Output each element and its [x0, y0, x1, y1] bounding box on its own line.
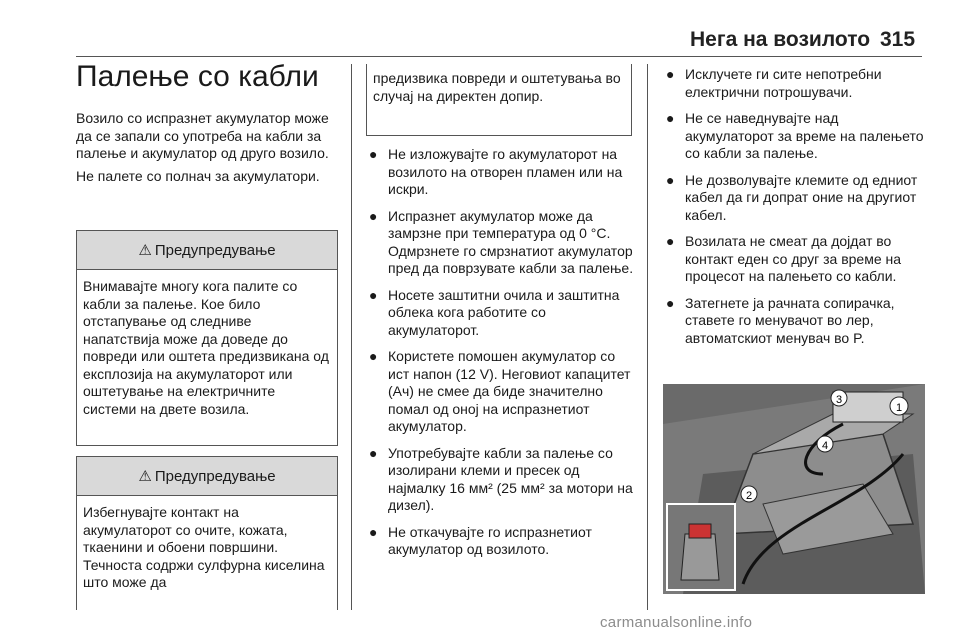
warning-box-2 [76, 456, 338, 610]
bullet-dot-icon: ● [369, 286, 378, 303]
column-divider-1 [351, 64, 352, 610]
header-title: Нега на возилото [690, 28, 871, 51]
warning-body-2: Избегнувајте контакт на акумулаторот со очите, кожата, ткаенини и обоени површини. Течноста содржи сулфурна киселина што може да [83, 504, 325, 590]
warning-heading-text: Предупредување [154, 241, 276, 259]
warning-box-2-continued: предизвика повреди и оштетувања во случај на директен допир. [366, 64, 632, 136]
list-item: ● Користете помошен акумулатор со ист напон (12 V). Неговиот капацитет (Ач) не смее да биде значително помал од оној на испразнетиот акумулатор. [369, 348, 631, 434]
warning-heading-1 [77, 231, 337, 270]
battery-jump-start-figure [663, 384, 925, 594]
list-item: ● Не дозволувајте клемите од едниот кабел да ги допрат оние на другиот кабел. [666, 171, 918, 223]
warning-heading-2 [77, 457, 337, 496]
column-divider-2 [647, 64, 648, 610]
warning-body-1: Внимавајте многу кога палите со кабли за палење. Кое било отстапување од следниве напатствија може да доведе до повреди или оштета предизвикана од експлозија на акумулаторот или оштетување на електричните системи на двете возила. [83, 278, 329, 417]
list-item: ● Носете заштитни очила и заштитна облека кога работите со акумулаторот. [369, 286, 620, 338]
warning-triangle-icon: ⚠ [138, 468, 152, 485]
bullet-dot-icon: ● [369, 207, 378, 224]
bullet-dot-icon: ● [369, 146, 378, 162]
intro-paragraph-2: Не палете со полнач за акумулатори. [76, 167, 320, 184]
bullet-dot-icon: ● [666, 66, 675, 82]
list-item: ● Затегнете ја рачната сопирачка, ставете го менувачот во лер, автоматскиот менувач во P. [666, 294, 895, 346]
figure-label-3: 3 [835, 394, 843, 406]
bullet-list-col3 [663, 66, 925, 356]
page-number: 315 [880, 28, 916, 51]
intro-paragraph-1: Возило со испразнет акумулатор може да се запали со употреба на кабли за палење и акумулатор од друго возило. [76, 110, 329, 161]
bullet-dot-icon: ● [369, 523, 378, 540]
list-item: ● Употребувајте кабли за палење со изолирани клеми и пресек од најмалку 16 мм² (25 мм² за мотори на дизел). [369, 444, 633, 513]
bullet-dot-icon: ● [666, 294, 675, 311]
list-item: ● Не откачувајте го испразнетиот акумулатор од возилото. [369, 523, 592, 557]
warning-box-1 [76, 230, 338, 446]
figure-label-1: 1 [895, 402, 903, 414]
header-rule [76, 56, 922, 57]
bullet-dot-icon: ● [369, 348, 378, 364]
list-item: ● Не изложувајте го акумулаторот на возилото на отворен пламен или на искри. [369, 146, 623, 197]
bullet-dot-icon: ● [666, 171, 675, 188]
warning-heading-text: Предупредување [154, 467, 276, 485]
list-item: ● Не се наведнувајте над акумулаторот за време на палењето со кабли за палење. [666, 110, 924, 161]
section-title: Палење со кабли [76, 60, 319, 93]
bullet-dot-icon: ● [369, 444, 378, 461]
bullet-dot-icon: ● [666, 233, 675, 249]
list-item: ● Возилата не смеат да дојдат во контакт еден со друг за време на процесот на палењето со кабли. [666, 233, 902, 284]
warning-triangle-icon: ⚠ [138, 242, 152, 259]
figure-illustration [663, 384, 925, 594]
bullet-list-col2 [366, 146, 636, 568]
list-item: ● Испразнет акумулатор може да замрзне при температура од 0 °C. Одмрзнете го смрзнатиот акумулатор пред да поврзувате кабли за палење. [369, 207, 634, 276]
figure-label-4: 4 [821, 440, 829, 452]
bullet-dot-icon: ● [666, 110, 675, 126]
figure-label-2: 2 [745, 490, 753, 502]
watermark: carmanualsonline.info [600, 614, 753, 631]
list-item: ● Исклучете ги сите непотребни електрични потрошувачи. [666, 66, 882, 100]
intro [76, 110, 338, 190]
